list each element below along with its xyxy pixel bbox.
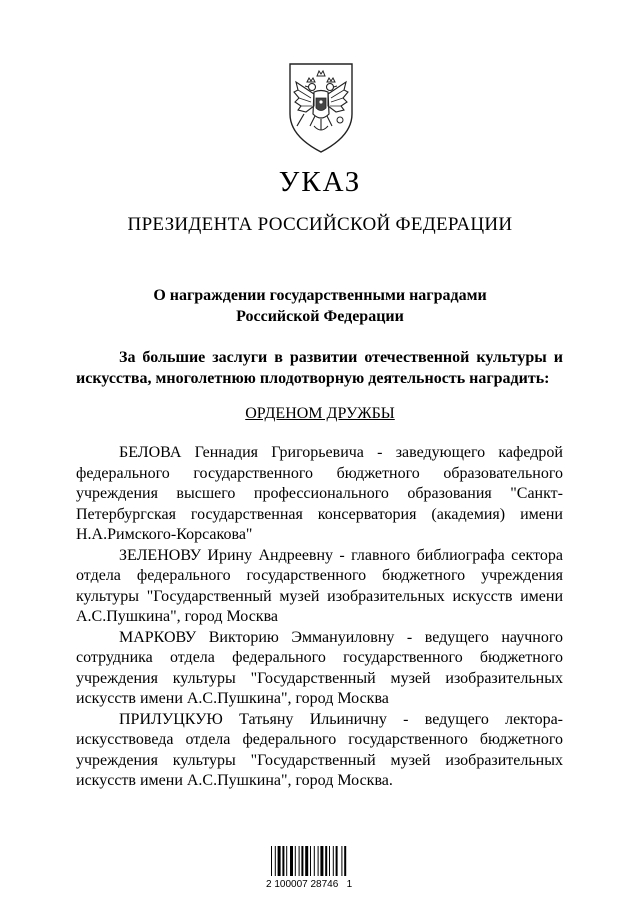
awardee-entry: ЗЕЛЕНОВУ Ирину Андреевну - главного библиографа сектора отдела федерального государственного бюджетного учреждения культуры "Государственный музей изобразительных искусств имени А.С.Пушкина", город Москва: [76, 546, 563, 625]
order-name: ОРДЕНОМ ДРУЖБЫ: [245, 405, 395, 422]
decree-intro-line: искусства, многолетнюю плодотворную деятельность наградить:: [76, 370, 550, 387]
decree-heading-line: Российской Федерации: [236, 308, 404, 325]
awardee-entry: МАРКОВУ Викторию Эммануиловну - ведущего научного сотрудника отдела федерального государственного бюджетного учреждения культуры "Государственный музей изобразительных искусств имени А.С.Пушкина", город Москва: [76, 628, 563, 707]
decree-intro: [76, 347, 563, 389]
barcode-number: 2 100007 28746 1: [266, 879, 353, 890]
awardee-entry: ПРИЛУЦКУЮ Татьяну Ильиничну - ведущего лектора-искусствоведа отдела федерального государственного бюджетного учреждения культуры "Государственный музей изобразительных искусств имени А.С.Пушкина", город Москва.: [76, 710, 563, 789]
decree-intro-line: За большие заслуги в развитии отечественной культуры и: [119, 349, 563, 366]
russian-coat-of-arms-icon: [284, 56, 358, 154]
document-title: УКАЗ: [278, 166, 362, 198]
document-subtitle: ПРЕЗИДЕНТА РОССИЙСКОЙ ФЕДЕРАЦИИ: [127, 214, 513, 235]
awardee-entry: БЕЛОВА Геннадия Григорьевича - заведующего кафедрой федерального государственного бюджетного образовательного учреждения высшего профессионального образования "Санкт-Петербургская государственная консерватория (академия) имени Н.А.Римского-Корсакова": [76, 444, 563, 543]
decree-heading: [0, 285, 640, 327]
decree-heading-line: О награждении государственными наградами: [153, 287, 487, 304]
awardee-list: [76, 443, 563, 792]
